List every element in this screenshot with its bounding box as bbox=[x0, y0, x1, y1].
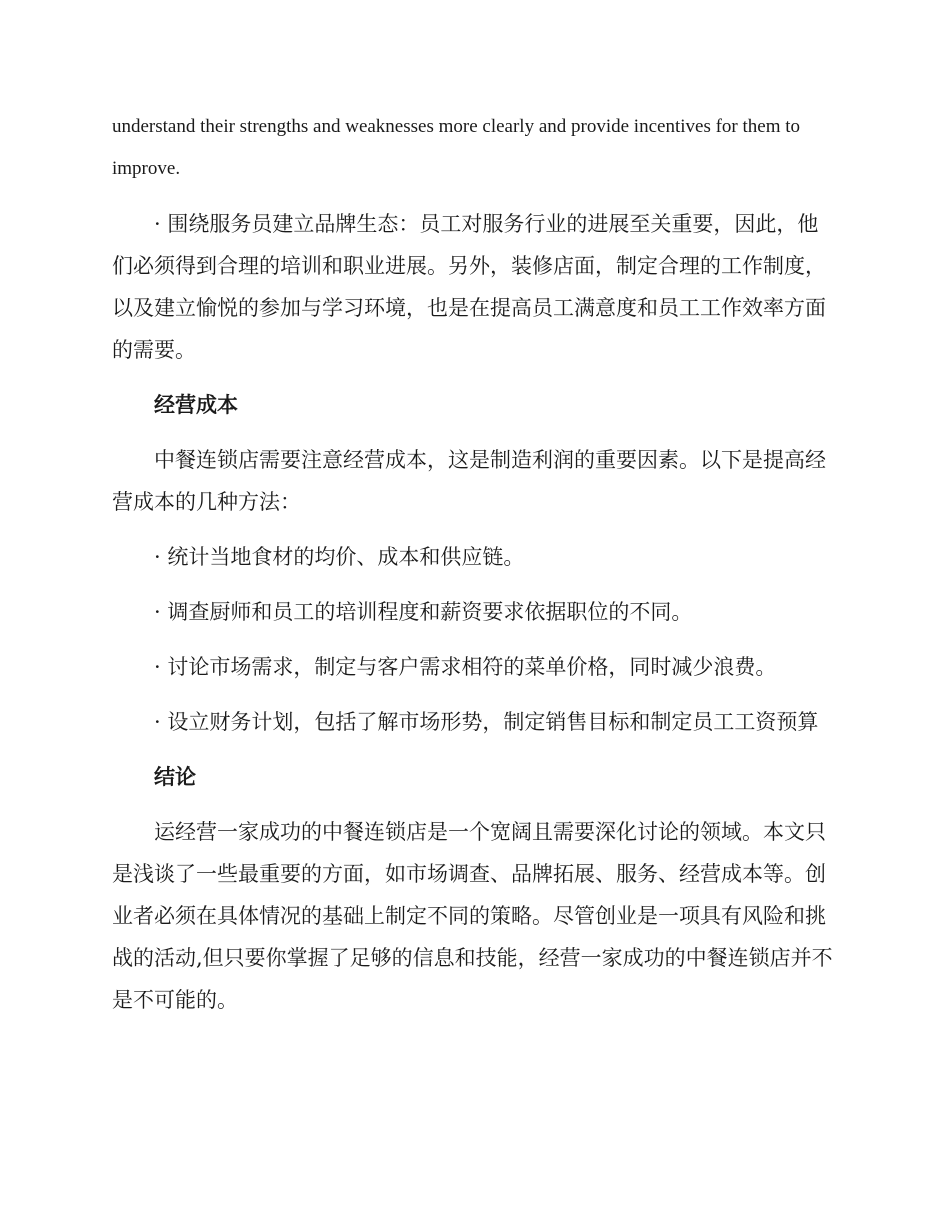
section-heading-operating-cost: 经营成本 bbox=[154, 392, 238, 417]
document-body bbox=[112, 106, 836, 1034]
continued-paragraph: understand their strengths and weaknesses more clearly and provide incentives for them to improve. bbox=[112, 116, 801, 179]
conclusion-paragraph: 运经营一家成功的中餐连锁店是一个宽阔且需要深化讨论的领域。本文只是浅谈了一些最重要的方面，如市场调查、品牌拓展、服务、经营成本等。创业者必须在具体情况的基础上制定不同的策略。尽管创业是一项具有风险和挑战的活动,但只要你掌握了足够的信息和技能，经营一家成功的中餐连锁店并不是不可能的。 bbox=[112, 820, 833, 1012]
operating-cost-bullet: · 统计当地食材的均价、成本和供应链。 bbox=[154, 545, 525, 569]
operating-cost-bullet: · 讨论市场需求，制定与客户需求相符的菜单价格，同时减少浪费。 bbox=[154, 655, 777, 679]
section-heading-conclusion: 结论 bbox=[154, 764, 196, 789]
bullet-brand-ecology: · 围绕服务员建立品牌生态：员工对服务行业的进展至关重要，因此，他们必须得到合理的培训和职业进展。另外，装修店面，制定合理的工作制度，以及建立愉悦的参加与学习环境，也是在提高员工满意度和员工工作效率方面的需要。 bbox=[112, 212, 826, 362]
operating-cost-intro: 中餐连锁店需要注意经营成本，这是制造利润的重要因素。以下是提高经营成本的几种方法： bbox=[112, 448, 826, 514]
operating-cost-bullet: · 设立财务计划，包括了解市场形势，制定销售目标和制定员工工资预算 bbox=[154, 710, 819, 734]
operating-cost-bullet: · 调查厨师和员工的培训程度和薪资要求依据职位的不同。 bbox=[154, 600, 693, 624]
